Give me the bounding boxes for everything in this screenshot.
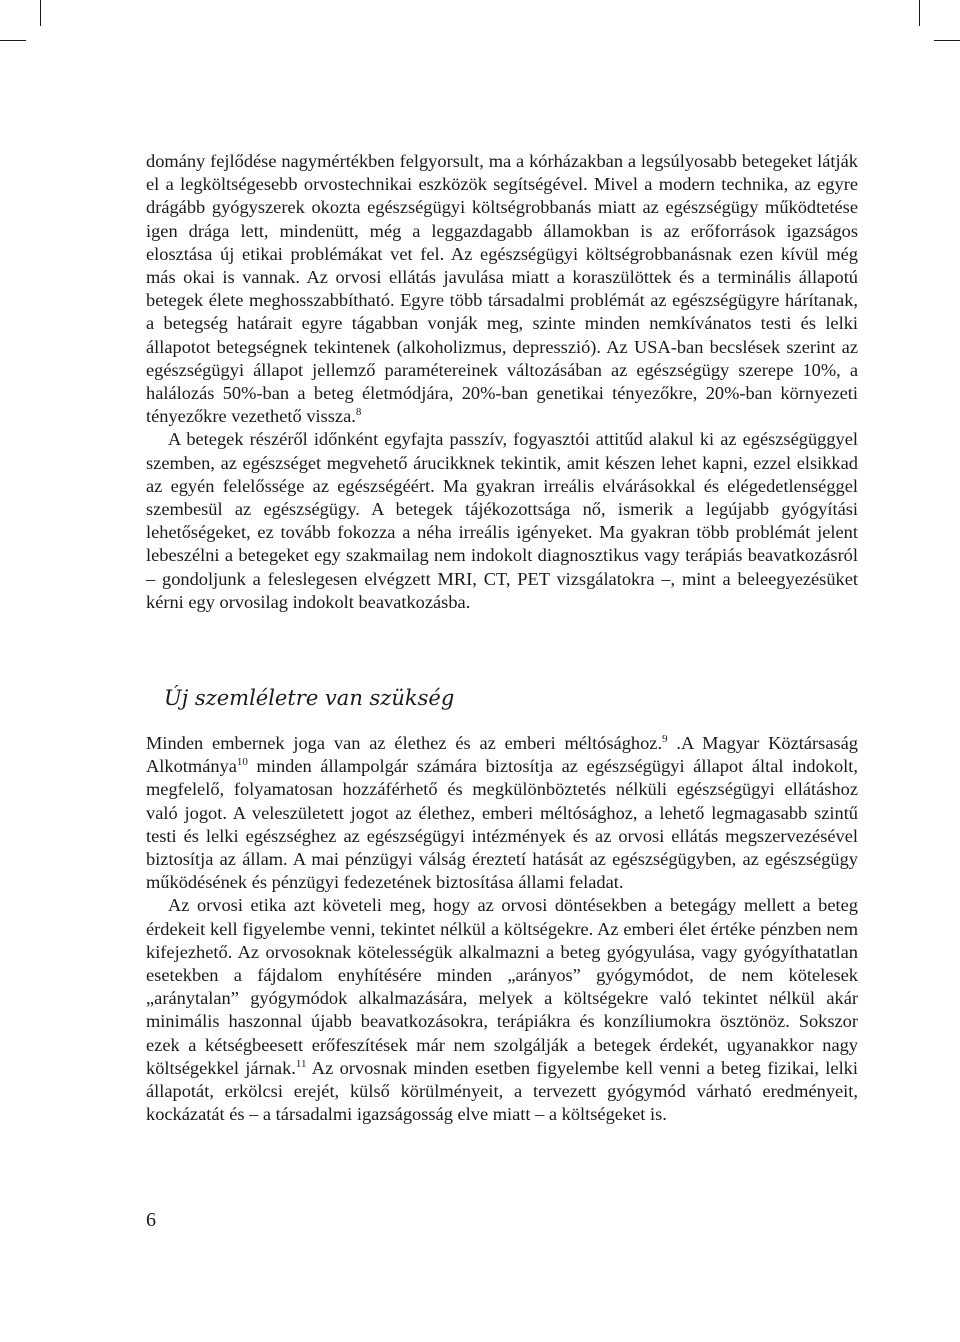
footnote-marker: 11 xyxy=(295,1057,307,1070)
crop-mark xyxy=(40,0,41,26)
paragraph-text: Az orvosi etika azt követeli meg, hogy az orvosi döntésekben a betegágy mellett a beteg érdekeit kell figyelembe venni, tekintet nélkül a költségekre. Az emberi élet értéke pénzben nem kifejezhető. Az orvosoknak kötelességük alkalmazni a beteg gyógyulása, vagy gyógyíthatatlan esetekben a fájdalom enyhítésére minden „arányos” gyógymódot, de nem kötelesek „aránytalan” gyógymódok alkalmazására, melyek a költségekre való tekintet nélkül akár minimális haszonnal újabb beavatkozásokra, terápiákra és konzíliumokra ösztönöz. Sokszor ezek a kétségbeesett erőfeszítések már nem szolgálják a betegek érdekét, ugyanakkor nagy költségekkel járnak. xyxy=(146,895,858,1078)
footnote-marker: 9 xyxy=(662,733,668,745)
paragraph-medical-ethics xyxy=(146,894,858,1126)
paragraph-text: .A Magyar Köztársaság Alkotmánya xyxy=(146,733,859,777)
paragraph-text: Az orvosnak minden esetben figyelembe kell venni a beteg fizikai, lelki állapotát, erkölcsi erejét, külső körülményeit, a tervezett gyógymód várható eredményeit, kockázatát és – a társadalmi igazságosság elve miatt – a költségeket is. xyxy=(146,1057,858,1125)
section-heading: Új szemléletre van szükség xyxy=(164,686,455,710)
paragraph-right-to-life xyxy=(146,732,858,894)
footnote-marker: 8 xyxy=(355,406,362,419)
paragraph-text: minden állampolgár számára biztosítja az egészségügyi állapot által indokolt, megfelelő, folyamatosan hozzáférhető és megkülönböztetés nélküli egészségügyi ellátáshoz való jogot. A veleszületett jogot az élethez, emberi méltósághoz, a lehető legmagasabb szintű testi és lelki egészséghez az egészségügyi intézmények és az orvosi ellátás megszervezésével biztosítja az állam. A mai pénzügyi válság éreztetí hatását az egészségügyben, az egészségügy működésének és pénzügyi fedezetének biztosítása állami feladat. xyxy=(146,756,858,893)
footnote-marker: 10 xyxy=(236,756,248,769)
paragraph-healthcare-costs xyxy=(146,150,858,428)
body-text-top xyxy=(146,150,858,614)
crop-mark xyxy=(0,40,26,41)
crop-mark xyxy=(919,0,920,26)
page-number: 6 xyxy=(146,1209,156,1231)
paragraph-text: A betegek részéről időnként egyfajta passzív, fogyasztói attitűd alakul ki az egészségüggyel szemben, az egészséget megvehető árucikknek tekintik, amit készen lehet kapni, ezzel elsikkad az egyén felelőssége az egészségéért. Ma gyakran irreális elvárásokkal és elégedetlenséggel szembesül az egészségügy. A betegek tájékozottsága nő, ismerik a legújabb gyógyítási lehetőségeket, ez tovább fokozza a néha irreális igényeket. Ma gyakran több problémát jelent lebeszélni a betegeket egy szakmailag nem indokolt diagnosztikus vagy terápiás beavatkozásról – gondoljunk a feleslegesen elvégzett MRI, CT, PET vizsgálatokra –, mint a beleegyezésüket kérni egy orvosilag indokolt beavatkozásba. xyxy=(146,429,858,612)
paragraph-text: Minden embernek joga van az élethez és az emberi méltósághoz. xyxy=(146,733,663,753)
paragraph-text: domány fejlődése nagymértékben felgyorsult, ma a kórházakban a legsúlyosabb betegeket látják el a legköltségesebb orvostechnikai eszközök segítségével. Mivel a modern technika, az egyre drágább gyógyszerek okozta egészségügyi költségrobbanás miatt az egészségügy működtetése igen drága lett, mindenütt, még a leggazdagabb államokban is az erőforrások igazságos elosztása új etikai problémákat vet fel. Az egészségügyi költségrobbanásnak ezen kívül még más okai is vannak. Az orvosi ellátás javulása miatt a koraszülöttek és a terminális állapotú betegek élete meghosszabbítható. Egyre több társadalmi problémát az egészségügyre hárítanak, a betegség határait egyre tágabban vonják meg, szinte minden nemkívánatos testi és lelki állapotot betegségnek tekintenek (alkoholizmus, depresszió). Az USA-ban becslések szerint az egészségügyi állapot jellemző paramétereinek változásában az egészségügy szerepe 10%, a halálozás 50%-ban a beteg életmódjára, 20%-ban genetikai tényezőkre, 20%-ban környezeti tényezőkre vezethető vissza. xyxy=(146,151,858,427)
crop-mark xyxy=(934,40,960,41)
body-text-bottom xyxy=(146,732,858,1126)
paragraph-patient-attitude xyxy=(146,428,858,614)
